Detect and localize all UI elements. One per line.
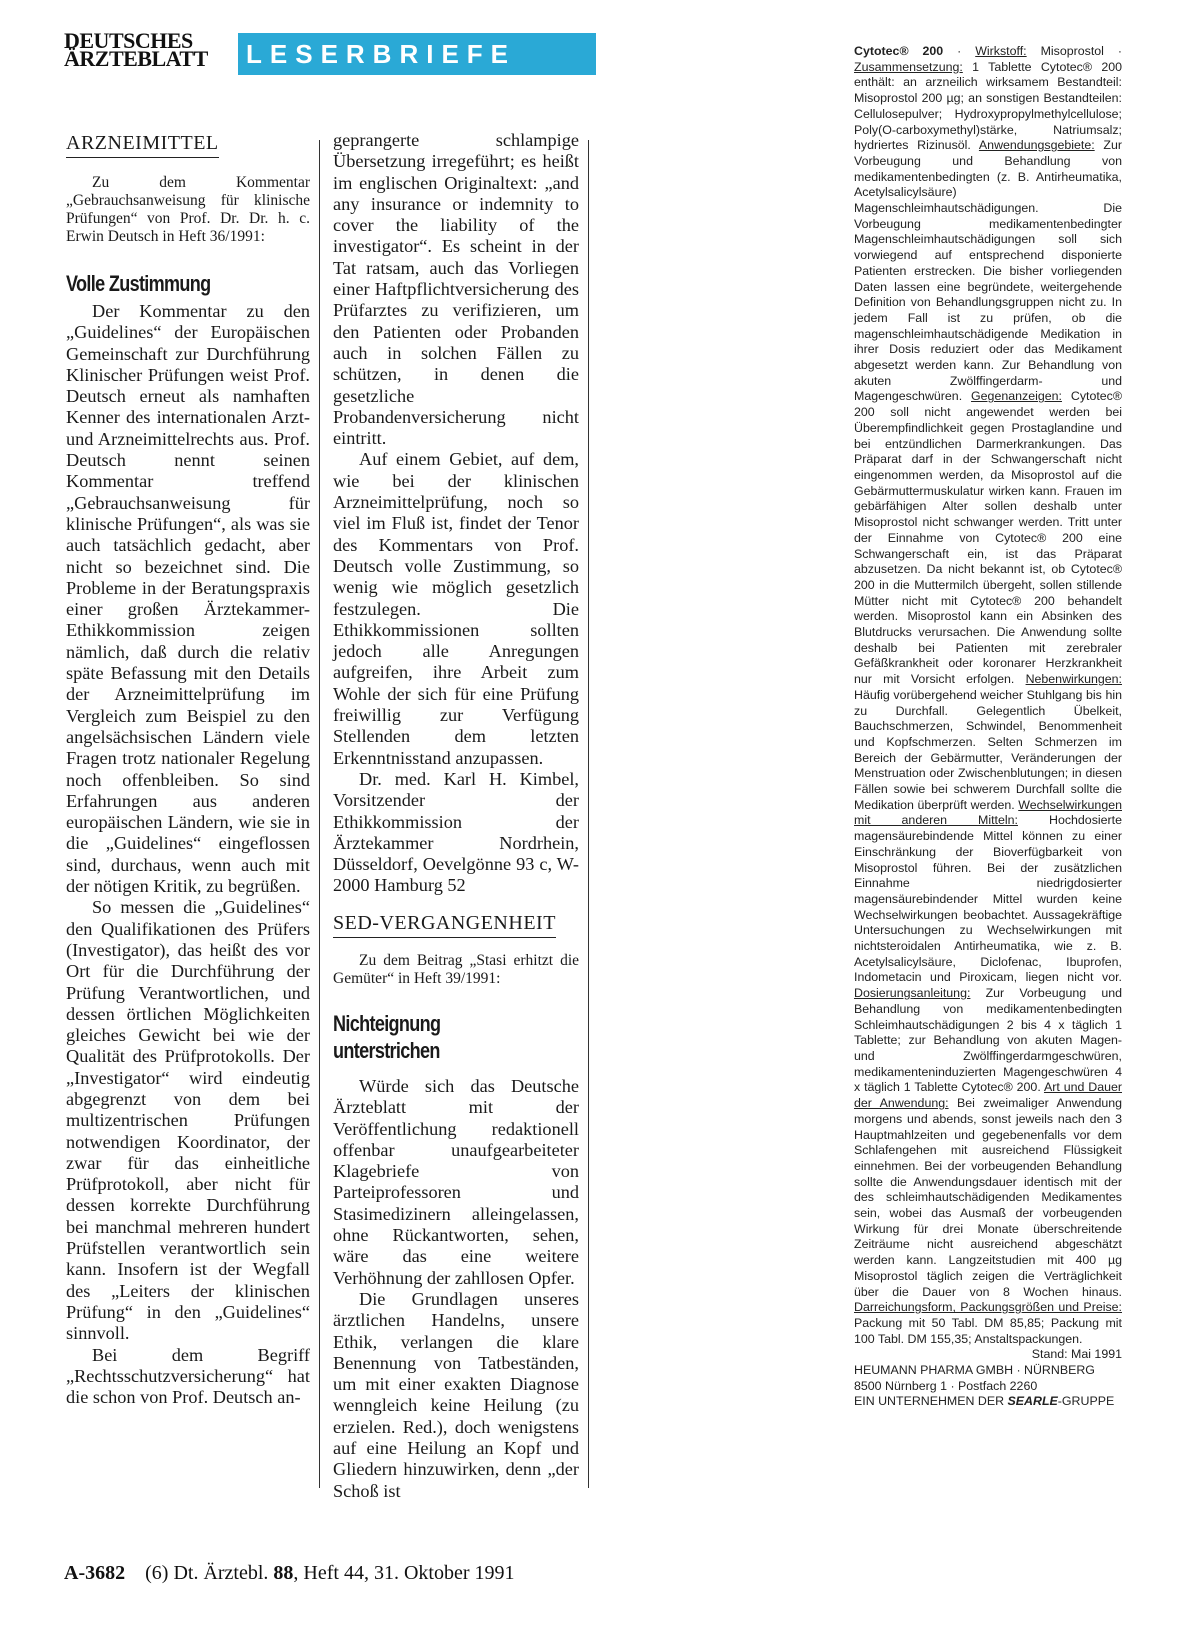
group-prefix: EIN UNTERNEHMEN DER [854, 1394, 1008, 1409]
heading-wirkstoff: Wirkstoff: [975, 44, 1027, 58]
separator: · [943, 44, 976, 58]
article1-paragraph-3: Bei dem Begriff „Rechtsschutzversicherung“ hat die schon von Prof. Deutsch an- [66, 1344, 310, 1408]
text-nebenwirkungen: Häufig vorübergehend weicher Stuhlgang bis hin zu Durchfall. Gelegentlich Übelkeit, Bauchschmerzen, Schwindel, Benommenheit und Kopfschmerzen. Selten Schmerzen im Bereich der Gebärmutter, Veränderungen der Menstruation oder Zwischenblutungen; in diesen Fällen sowie bei schwerem Durchfall sollte die Medikation überprüft werden. [854, 687, 1122, 812]
heading-art-und-dauer: Art und Dauer der Anwendung: [854, 1080, 1122, 1111]
article2-intro [333, 952, 579, 988]
volume: 88 [273, 1562, 294, 1584]
heading-dosierungsanleitung: Dosierungsanleitung: [854, 986, 971, 1001]
article1-header [66, 132, 310, 297]
page-id: A-3682 [64, 1562, 126, 1584]
article1-intro-text: Zu dem Kommentar „Gebrauchsanweisung für klinische Prüfungen“ von Prof. Dr. Dr. h. c. Erwin Deutsch in Heft 36/1991: [66, 174, 310, 245]
heading-anwendungsgebiete: Anwendungsgebiete: [978, 138, 1095, 153]
heading-zusammensetzung: Zusammensetzung: [854, 59, 963, 74]
article2-paragraph-1: Würde sich das Deutsche Ärzteblatt mit der Veröffentlichung redaktionell offenbar unaufgearbeiteter Klagebriefe von Parteiprofessoren und Stasimedizinern alleingelassen, ohne Rückantworten, sehen, wäre das eine weitere Verhöhnung der zahllosen Opfer. [333, 1076, 579, 1288]
article2-headline-line-1: Nichteignung [333, 1011, 441, 1036]
journal-logo [64, 28, 234, 71]
company-address: 8500 Nürnberg 1 · Postfach 2260 [854, 1378, 1038, 1393]
section-banner: LESERBRIEFE [238, 33, 596, 75]
company-name: HEUMANN PHARMA GMBH · NÜRNBERG [854, 1363, 1095, 1378]
column-divider-2 [588, 140, 589, 1488]
page-footer [64, 1562, 515, 1585]
article2-header [333, 912, 579, 1064]
article2-body [333, 1076, 579, 1502]
text-anwendungsgebiete: Zur Vorbeugung und Behandlung von medikamentenbedingten (z. B. Antirheumatika, Acetylsalicylsäure) Magenschleimhautschädigungen. Die Vorbeugung medikamentenbedingter Magenschleimhautschädigungen soll sich vorwiegend auf entsprechend disponierte Patienten erstrecken. Die bisher vorliegenden Daten lassen eine begründete, weitergehende Definition von Behandlungsgruppen nicht zu. In jedem Fall ist zu prüfen, ob die magenschleimhautschädigende Medikation in ihrer Dosis reduziert oder das Medikament abgesetzt werden kann. Zur Behandlung von akuten Zwölffingerdarm- und Magengeschwüren. [854, 138, 1122, 404]
heading-gegenanzeigen: Gegenanzeigen: [971, 389, 1062, 404]
article2-headline-line-2: unterstrichen [333, 1038, 440, 1063]
article1-paragraph-1: Der Kommentar zu den „Guidelines“ der Europäischen Gemeinschaft zur Durchführung Klinischer Prüfungen weist Prof. Deutsch erneut als namhaften Kenner des internationalen Arzt- und Arzneimittelrechts aus. Prof. Deutsch nennt seinen Kommentar treffend „Gebrauchsanweisung für klinische Prüfungen“, als was sie auch tatsächlich gedacht, aber nicht so bezeichnet sind. Die Probleme in der Beratungspraxis einer großen Ärztekammer-Ethikkommission zeigen nämlich, daß durch die relativ späte Befassung mit den Details der Arzneimittelprüfung im Vergleich zum Beispiel zu den angelsächsischen Ländern viele Fragen trotz nationaler Regelung noch offenbleiben. So sind Erfahrungen aus anderen europäischen Ländern, wie sie in die „Guidelines“ eingeflossen sind, durchaus, wenn auch mit der nötigen Kritik, zu begrüßen. [66, 301, 310, 897]
issue-date: , Heft 44, 31. Oktober 1991 [293, 1562, 515, 1584]
text-wechselwirkungen: Hochdosierte magensäurebindende Mittel können zu einer Einschränkung der Bioverfügbarkeit von Misoprostol führen. Bei der zusätzlichen Einnahme niedrigdosierter magensäurebindender Mittel wurden keine Wechselwirkungen beobachtet. Aussagekräftige Untersuchungen zu Wechselwirkungen mit nichtsteroidalen Antirheumatika, wie z. B. Acetylsalicylsäure, Diclofenac, Ibuprofen, Indometacin und Piroxicam, liegen nicht vor. [854, 813, 1122, 985]
column-divider-1 [319, 140, 320, 1488]
drug-information-box [854, 44, 1122, 1410]
text-wirkstoff: Misoprostol · [1026, 44, 1122, 58]
page-number: (6) [145, 1562, 169, 1584]
article1-paragraph-2: So messen die „Guidelines“ den Qualifikationen des Prüfers (Investigator), das heißt des vor Ort für die Durchführung der Prüfung Verantwortlichen, und dessen örtlichen Möglichkeiten gleiches Gewicht bei wie der Qualität des Prüfprotokolls. Der „Investigator“ wird eindeutig abgegrenzt von dem bei multizentrischen Prüfungen notwendigen Koordinator, der zwar für das einheitliche Prüfprotokoll, aber nicht für dessen korrekte Durchführung bei manchmal mehreren hundert Prüfstellen verantwortlich sein kann. Insofern ist der Wegfall des „Leiters der klinischen Prüfung“ in den „Guidelines“ sinnvoll. [66, 897, 310, 1344]
searle-logo: SEARLE [1007, 1394, 1058, 1409]
article1-paragraph-4: geprangerte schlampige Übersetzung irregeführt; es heißt im englischen Originaltext: „and any insurance or indemnity to cover the liability of the investigator“. Es scheint in der Tat ratsam, auch das Vorliegen einer Haftpflichtversicherung des Prüfarztes zu verifizieren, um den Patienten oder Probanden auch in solchen Fällen zu schützen, in denen die gesetzliche Probandenversicherung nicht eintritt. [333, 130, 579, 449]
article2-rubric: SED-VERGANGENHEIT [333, 912, 556, 938]
article1-signature: Dr. med. Karl H. Kimbel, Vorsitzender der Ethikkommission der Ärztekammer Nordrhein, Düsseldorf, Oevelgönne 93 c, W-2000 Hamburg 52 [333, 768, 579, 896]
heading-wechselwirkungen: Wechselwirkungen mit anderen Mitteln: [854, 797, 1122, 828]
text-darreichungsform: Packung mit 50 Tabl. DM 85,85; Packung mit 100 Tabl. DM 155,35; Anstaltspackungen. [854, 1315, 1122, 1346]
journal-abbrev: Dt. Ärztebl. [173, 1562, 269, 1584]
article1-paragraph-5: Auf einem Gebiet, auf dem, wie bei der klinischen Arzneimittelprüfung, noch so viel im Fluß ist, findet der Tenor des Kommentars von Prof. Deutsch volle Zustimmung, so wenig wie möglich gesetzlich festzulegen. Die Ethikkommissionen sollten jedoch alle Anregungen aufgreifen, ihre Arbeit zum Wohle der sich für eine Prüfung freiwillig zur Verfügung Stellenden dem letzten Erkenntnisstand anzupassen. [333, 449, 579, 768]
heading-nebenwirkungen: Nebenwirkungen: [1025, 672, 1122, 687]
article1-column-2 [333, 130, 579, 897]
heading-darreichungsform: Darreichungsform, Packungsgrößen und Preise: [854, 1300, 1122, 1315]
product-name: Cytotec® 200 [854, 44, 944, 58]
text-zusammensetzung: 1 Tablette Cytotec® 200 enthält: an arzneilich wirksamem Bestandteil: Misoprostol 200 µg; an sonstigen Bestandteilen: Cellulosepulver; Hydroxypropylmethylcellulose; Poly(O-carboxymethyl)stärke, Natriumsalz; hydriertes Rizinusöl. [854, 59, 1122, 153]
article2-paragraph-2: Die Grundlagen unseres ärztlichen Handelns, unsere Ethik, verlangen die klare Benennung von Tatbeständen, um mit einer exakten Diagnose wenngleich keine Heilung (zu erzielen. Red.), doch wenigstens auf eine Heilung an Kopf und Gliedern hinzuwirken, denn „der Schoß ist [333, 1288, 579, 1501]
article1-column-1 [66, 301, 310, 1408]
article2-headline [333, 1010, 535, 1064]
article1-intro [66, 174, 310, 246]
text-dosierungsanleitung: Zur Vorbeugung und Behandlung von medikamentenbedingten Schleimhautschädigungen 2 bis 4 x täglich 1 Tablette; zur Behandlung von akuten Magen- und Zwölffingerdarmgeschwüren, medikamenteninduzierten Magengeschwüren 4 x täglich 1 Tablette Cytotec® 200. [854, 986, 1122, 1095]
article1-rubric: ARZNEIMITTEL [66, 132, 219, 158]
article1-headline: Volle Zustimmung [66, 271, 211, 296]
group-suffix: -GRUPPE [1057, 1394, 1115, 1409]
logo-line-2: ÄRZTEBLATT [64, 46, 208, 71]
text-gegenanzeigen: Cytotec® 200 soll nicht angewendet werden bei Überempfindlichkeit gegen Prostaglandine und bei entzündlichen Darmerkrankungen. Das Präparat darf in der Schwangerschaft nicht eingenommen werden, da Misoprostol auf die Gebärmuttermuskulatur wirken kann. Frauen im gebärfähigen Alter sollen deshalb unter Misoprostol nicht schwanger werden. Tritt unter der Einnahme von Cytotec® 200 eine Schwangerschaft ein, ist das Präparat abzusetzen. Da nicht bekannt ist, ob Cytotec® 200 in die Muttermilch übergeht, sollen stillende Mütter nicht mit Cytotec® 200 behandelt werden. Misoprostol kann ein Absinken des Blutdrucks verursachen. Die Anwendung sollte deshalb bei Patienten mit zerebraler Gefäßkrankheit oder koronarer Herzkrankheit nur mit Vorsicht erfolgen. [854, 389, 1122, 687]
text-art-und-dauer: Bei zweimaliger Anwendung morgens und abends, sonst jeweils nach den 3 Hauptmahlzeiten und gegebenenfalls vor dem Schlafengehen mit ausreichend Flüssigkeit einnehmen. Bei der vorbeugenden Behandlung sollte die Anwendungsdauer identisch mit der des schleimhautschädigenden Medikamentes sein, wobei das Ausmaß der vorbeugenden Wirkung für drei Monate überschreitende Zeiträume nicht ausreichend abgeschätzt werden kann. Langzeitstudien mit 400 µg Misoprostol täglich zeigen die Verträglichkeit über die Dauer von 8 Wochen hinaus. [854, 1096, 1123, 1299]
stand-date: Stand: Mai 1991 [1031, 1347, 1122, 1362]
article2-intro-text: Zu dem Beitrag „Stasi erhitzt die Gemüter“ in Heft 39/1991: [333, 952, 579, 987]
logo-line-1: DEUTSCHES [64, 28, 193, 53]
company-group [854, 1394, 1122, 1410]
